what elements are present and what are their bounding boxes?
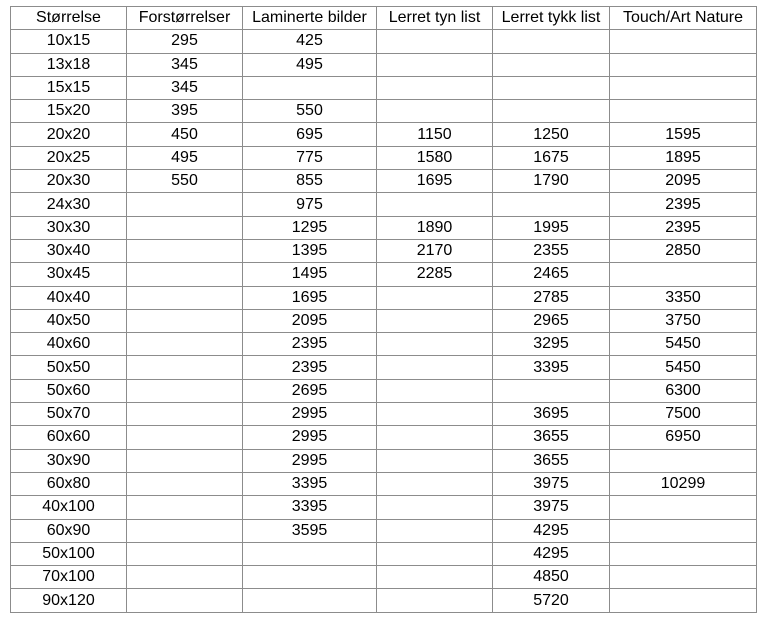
cell-canvas-thick-price: 5720 [493,589,610,612]
cell-touch-art-price [610,263,757,286]
cell-canvas-thin-price [377,379,493,402]
cell-size: 60x90 [11,519,127,542]
header-canvas-thin: Lerret tyn list [377,7,493,30]
cell-laminated-price: 3395 [243,496,377,519]
header-row [11,7,757,30]
cell-touch-art-price: 3750 [610,309,757,332]
cell-touch-art-price [610,76,757,99]
table-row [11,333,757,356]
cell-enlargement-price [127,566,243,589]
cell-enlargement-price: 295 [127,30,243,53]
cell-touch-art-price [610,53,757,76]
cell-canvas-thick-price: 3655 [493,449,610,472]
cell-canvas-thick-price [493,76,610,99]
cell-canvas-thick-price: 3695 [493,403,610,426]
cell-size: 50x70 [11,403,127,426]
cell-touch-art-price [610,519,757,542]
cell-canvas-thick-price: 1790 [493,170,610,193]
header-touch-art: Touch/Art Nature [610,7,757,30]
cell-enlargement-price [127,356,243,379]
cell-laminated-price [243,76,377,99]
cell-canvas-thick-price: 2965 [493,309,610,332]
cell-canvas-thick-price: 1675 [493,146,610,169]
cell-canvas-thin-price: 1695 [377,170,493,193]
cell-size: 50x60 [11,379,127,402]
cell-enlargement-price [127,216,243,239]
table-row [11,356,757,379]
cell-canvas-thin-price: 2170 [377,239,493,262]
cell-laminated-price: 2995 [243,449,377,472]
cell-size: 70x100 [11,566,127,589]
cell-size: 20x20 [11,123,127,146]
cell-canvas-thick-price [493,193,610,216]
cell-canvas-thick-price [493,53,610,76]
table-row [11,496,757,519]
cell-touch-art-price [610,100,757,123]
cell-canvas-thick-price: 2785 [493,286,610,309]
table-row [11,170,757,193]
cell-enlargement-price [127,589,243,612]
table-row [11,472,757,495]
cell-touch-art-price [610,449,757,472]
cell-laminated-price: 3395 [243,472,377,495]
cell-canvas-thin-price: 1580 [377,146,493,169]
cell-canvas-thin-price [377,100,493,123]
cell-canvas-thick-price: 2465 [493,263,610,286]
cell-canvas-thick-price [493,100,610,123]
cell-laminated-price: 2095 [243,309,377,332]
table-row [11,76,757,99]
cell-canvas-thin-price [377,53,493,76]
header-laminated: Laminerte bilder [243,7,377,30]
cell-enlargement-price [127,193,243,216]
cell-canvas-thick-price [493,379,610,402]
table-row [11,566,757,589]
cell-canvas-thin-price [377,472,493,495]
cell-laminated-price: 695 [243,123,377,146]
cell-canvas-thin-price [377,426,493,449]
cell-canvas-thick-price: 1250 [493,123,610,146]
table-row [11,309,757,332]
cell-canvas-thin-price: 1150 [377,123,493,146]
cell-canvas-thick-price: 3295 [493,333,610,356]
cell-canvas-thin-price [377,356,493,379]
price-table [10,6,757,613]
cell-canvas-thick-price: 3655 [493,426,610,449]
table-row [11,519,757,542]
cell-canvas-thin-price: 2285 [377,263,493,286]
cell-size: 40x40 [11,286,127,309]
cell-enlargement-price [127,496,243,519]
cell-size: 40x60 [11,333,127,356]
cell-enlargement-price [127,379,243,402]
cell-size: 30x40 [11,239,127,262]
cell-canvas-thin-price [377,496,493,519]
cell-size: 20x30 [11,170,127,193]
cell-laminated-price: 2395 [243,356,377,379]
cell-laminated-price: 2995 [243,426,377,449]
table-row [11,449,757,472]
cell-size: 50x100 [11,542,127,565]
cell-canvas-thick-price: 2355 [493,239,610,262]
table-row [11,542,757,565]
cell-canvas-thin-price [377,76,493,99]
cell-enlargement-price [127,403,243,426]
table-row [11,403,757,426]
cell-touch-art-price [610,542,757,565]
cell-canvas-thin-price: 1890 [377,216,493,239]
cell-size: 30x45 [11,263,127,286]
cell-size: 10x15 [11,30,127,53]
cell-enlargement-price: 450 [127,123,243,146]
table-body [11,30,757,612]
cell-touch-art-price: 5450 [610,333,757,356]
cell-laminated-price: 495 [243,53,377,76]
cell-touch-art-price: 2395 [610,193,757,216]
cell-canvas-thin-price [377,542,493,565]
cell-size: 13x18 [11,53,127,76]
cell-canvas-thick-price: 1995 [493,216,610,239]
table-row [11,426,757,449]
cell-enlargement-price [127,309,243,332]
cell-enlargement-price [127,449,243,472]
cell-canvas-thin-price [377,566,493,589]
cell-canvas-thick-price: 3975 [493,496,610,519]
cell-size: 60x60 [11,426,127,449]
table-row [11,239,757,262]
cell-canvas-thick-price: 4850 [493,566,610,589]
header-enlargements: Forstørrelser [127,7,243,30]
cell-laminated-price: 2995 [243,403,377,426]
cell-canvas-thin-price [377,449,493,472]
cell-canvas-thin-price [377,30,493,53]
cell-enlargement-price [127,263,243,286]
cell-enlargement-price: 495 [127,146,243,169]
cell-enlargement-price [127,542,243,565]
cell-enlargement-price [127,426,243,449]
cell-canvas-thin-price [377,286,493,309]
table-row [11,589,757,612]
table-row [11,379,757,402]
cell-canvas-thin-price [377,193,493,216]
cell-touch-art-price [610,496,757,519]
table-row [11,216,757,239]
cell-enlargement-price [127,286,243,309]
cell-enlargement-price: 395 [127,100,243,123]
table-row [11,286,757,309]
cell-touch-art-price: 2095 [610,170,757,193]
cell-laminated-price: 550 [243,100,377,123]
cell-touch-art-price [610,589,757,612]
cell-laminated-price [243,542,377,565]
cell-canvas-thin-price [377,309,493,332]
cell-laminated-price [243,566,377,589]
table-row [11,53,757,76]
cell-laminated-price: 2395 [243,333,377,356]
cell-laminated-price: 855 [243,170,377,193]
cell-canvas-thin-price [377,589,493,612]
cell-canvas-thin-price [377,519,493,542]
cell-touch-art-price: 5450 [610,356,757,379]
cell-canvas-thick-price [493,30,610,53]
cell-touch-art-price [610,566,757,589]
cell-laminated-price: 3595 [243,519,377,542]
cell-size: 40x100 [11,496,127,519]
cell-size: 40x50 [11,309,127,332]
cell-canvas-thick-price: 4295 [493,519,610,542]
cell-size: 60x80 [11,472,127,495]
header-size: Størrelse [11,7,127,30]
cell-enlargement-price: 345 [127,76,243,99]
cell-size: 30x90 [11,449,127,472]
cell-laminated-price: 1395 [243,239,377,262]
cell-canvas-thin-price [377,333,493,356]
cell-size: 15x15 [11,76,127,99]
header-canvas-thick: Lerret tykk list [493,7,610,30]
cell-laminated-price [243,589,377,612]
cell-size: 20x25 [11,146,127,169]
cell-enlargement-price [127,333,243,356]
cell-touch-art-price: 7500 [610,403,757,426]
cell-enlargement-price [127,519,243,542]
cell-canvas-thick-price: 4295 [493,542,610,565]
cell-size: 24x30 [11,193,127,216]
cell-laminated-price: 425 [243,30,377,53]
cell-touch-art-price: 2395 [610,216,757,239]
cell-laminated-price: 1695 [243,286,377,309]
cell-enlargement-price [127,472,243,495]
cell-canvas-thick-price: 3395 [493,356,610,379]
cell-size: 90x120 [11,589,127,612]
cell-enlargement-price: 345 [127,53,243,76]
cell-enlargement-price: 550 [127,170,243,193]
cell-laminated-price: 975 [243,193,377,216]
table-row [11,263,757,286]
table-row [11,123,757,146]
cell-laminated-price: 1495 [243,263,377,286]
cell-size: 15x20 [11,100,127,123]
cell-size: 50x50 [11,356,127,379]
cell-touch-art-price: 2850 [610,239,757,262]
cell-touch-art-price: 6300 [610,379,757,402]
cell-laminated-price: 1295 [243,216,377,239]
cell-canvas-thick-price: 3975 [493,472,610,495]
table-row [11,30,757,53]
cell-touch-art-price: 3350 [610,286,757,309]
cell-size: 30x30 [11,216,127,239]
table-row [11,100,757,123]
cell-touch-art-price: 6950 [610,426,757,449]
cell-touch-art-price: 10299 [610,472,757,495]
cell-enlargement-price [127,239,243,262]
cell-touch-art-price: 1895 [610,146,757,169]
cell-touch-art-price [610,30,757,53]
cell-touch-art-price: 1595 [610,123,757,146]
cell-canvas-thin-price [377,403,493,426]
cell-laminated-price: 775 [243,146,377,169]
table-row [11,146,757,169]
table-row [11,193,757,216]
cell-laminated-price: 2695 [243,379,377,402]
